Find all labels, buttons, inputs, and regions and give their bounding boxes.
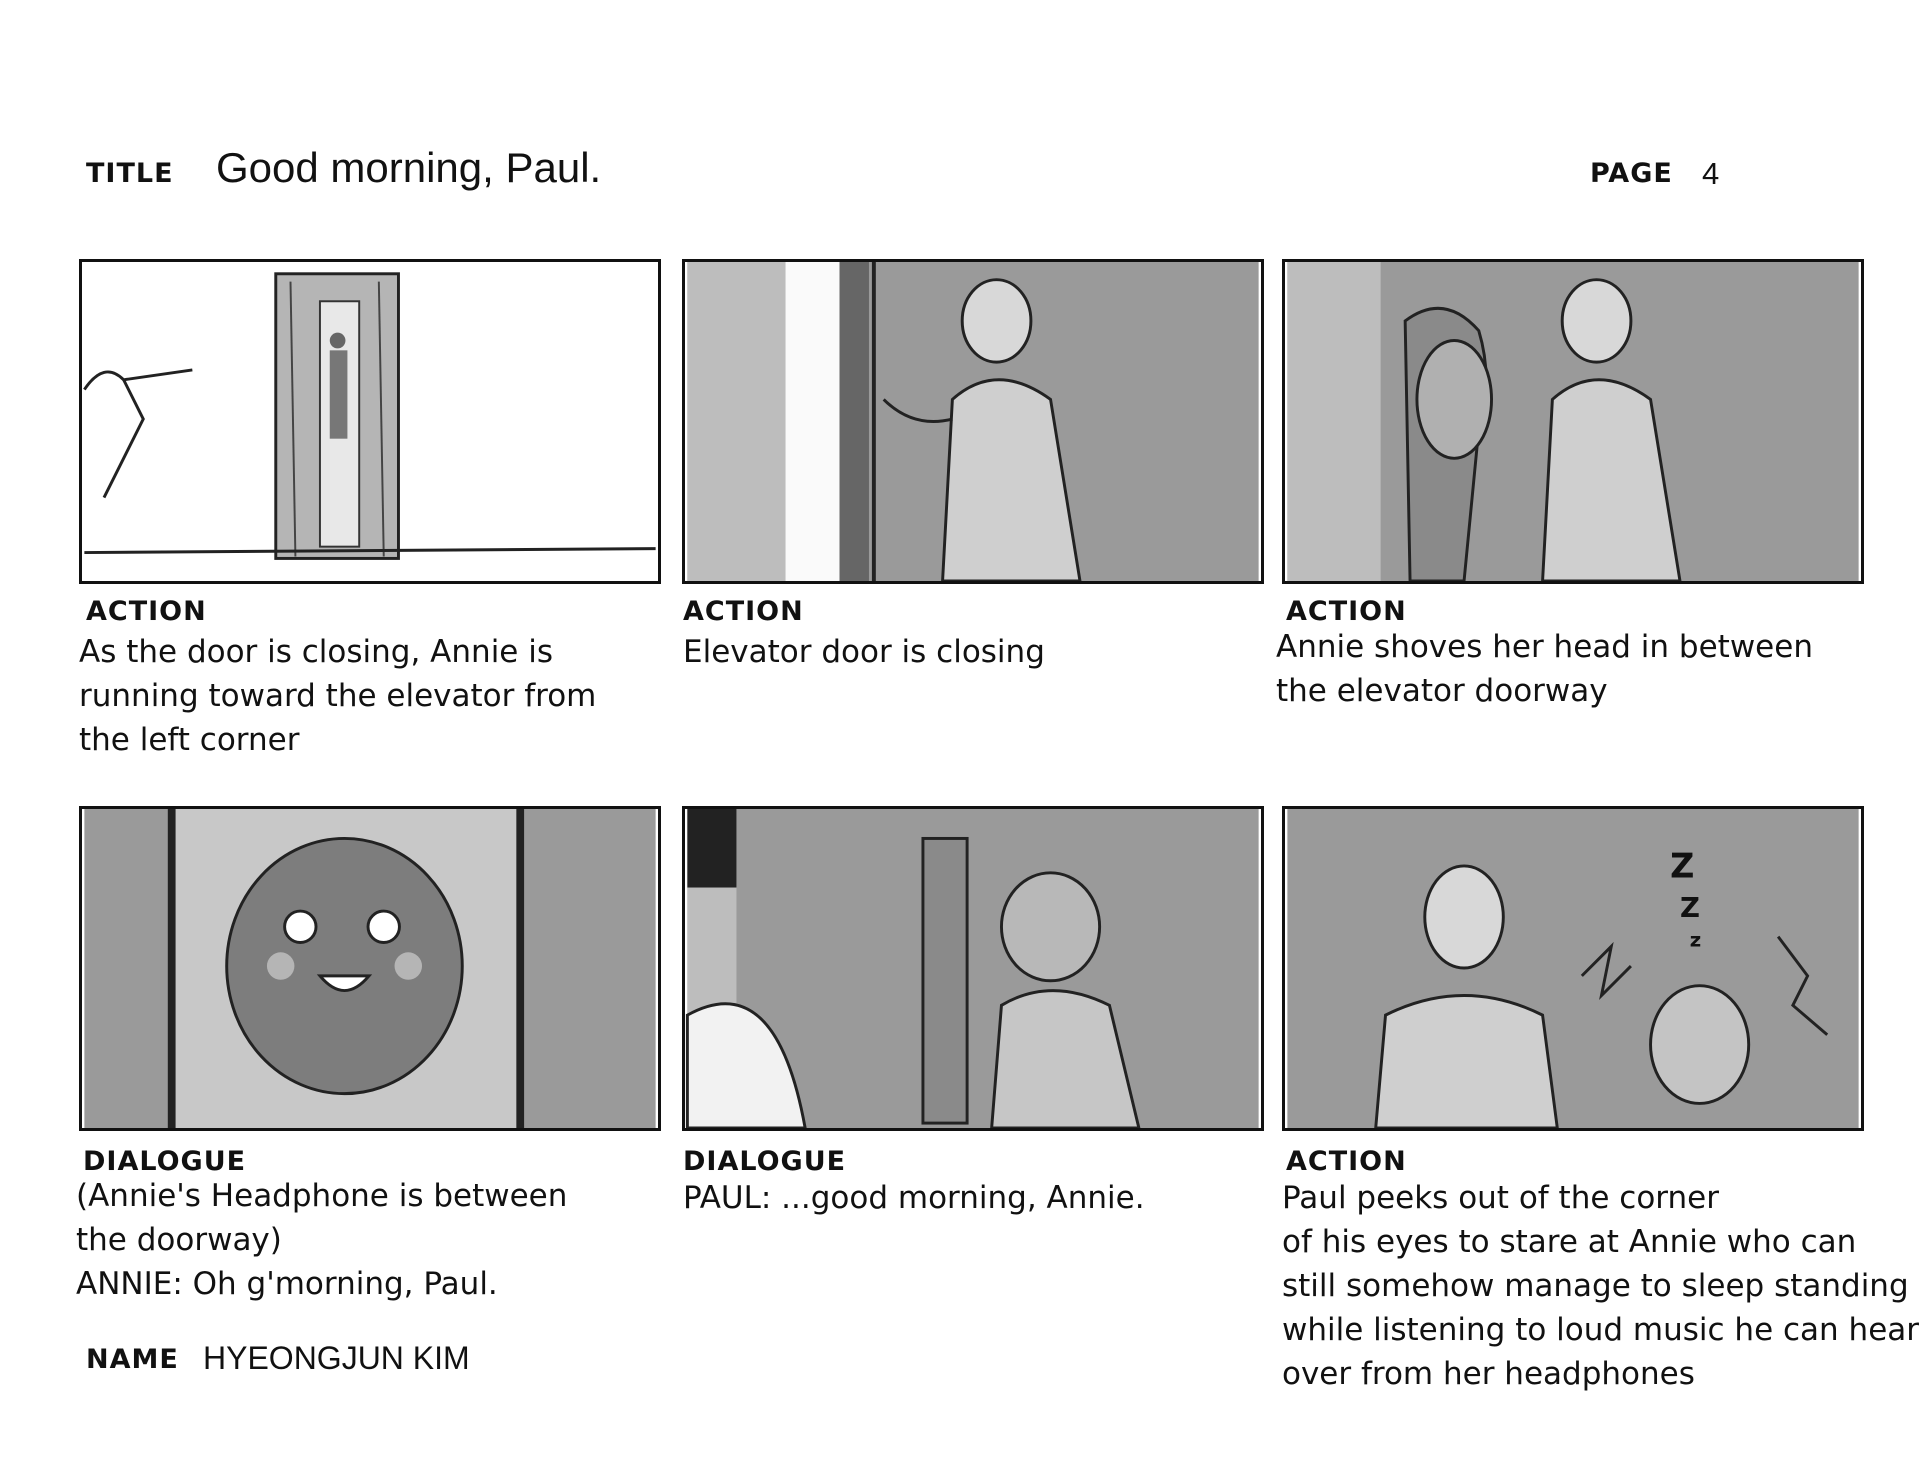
panel-6-caption-type: ACTION <box>1286 1146 1407 1177</box>
panel-5-caption-text <box>683 1176 1283 1220</box>
panel-6-line-3: still somehow manage to sleep standing <box>1282 1268 1909 1304</box>
panel-1-line-3: the left corner <box>79 722 300 758</box>
panel-4-line-3: ANNIE: Oh g'morning, Paul. <box>76 1266 498 1302</box>
panel-6-sketch <box>1285 809 1861 1128</box>
panel-4-caption-text <box>76 1174 676 1306</box>
panel-6-caption-text <box>1282 1176 1920 1396</box>
panel-4-line-2: the doorway) <box>76 1222 282 1258</box>
storyboard-panel-4 <box>79 806 661 1131</box>
panel-4-caption-type: DIALOGUE <box>83 1146 247 1177</box>
panel-3-caption-type: ACTION <box>1286 596 1407 627</box>
panel-5-sketch <box>685 809 1261 1128</box>
panel-1-sketch <box>82 262 658 581</box>
panel-3-sketch <box>1285 262 1861 581</box>
panel-2-line-1: Elevator door is closing <box>683 634 1045 670</box>
panel-1-caption-type: ACTION <box>86 596 207 627</box>
name-label: NAME <box>86 1344 179 1375</box>
panel-5-line-1: PAUL: ...good morning, Annie. <box>683 1180 1145 1216</box>
panel-2-caption-text <box>683 630 1283 674</box>
storyboard-panel-5 <box>682 806 1264 1131</box>
author-name: HYEONGJUN KIM <box>203 1340 470 1376</box>
page-label: PAGE <box>1590 158 1673 189</box>
storyboard-panel-6 <box>1282 806 1864 1131</box>
panel-4-line-1: (Annie's Headphone is between <box>76 1178 568 1214</box>
svg-text:Z: Z <box>1679 891 1700 924</box>
panel-4-sketch <box>82 809 658 1128</box>
storyboard-panel-1 <box>79 259 661 584</box>
svg-text:Z: Z <box>1670 846 1695 886</box>
panel-1-caption-text <box>79 630 679 762</box>
storyboard-panel-3 <box>1282 259 1864 584</box>
panel-3-line-2: the elevator doorway <box>1276 673 1608 709</box>
panel-3-line-1: Annie shoves her head in between <box>1276 629 1813 665</box>
panel-6-line-2: of his eyes to stare at Annie who can <box>1282 1224 1857 1260</box>
panel-2-sketch <box>685 262 1261 581</box>
panel-6-line-5: over from her headphones <box>1282 1356 1695 1392</box>
panel-6-line-4: while listening to loud music he can hear <box>1282 1312 1920 1348</box>
panel-5-caption-type: DIALOGUE <box>683 1146 847 1177</box>
page-title: Good morning, Paul. <box>216 144 602 191</box>
panel-1-line-1: As the door is closing, Annie is <box>79 634 553 670</box>
panel-6-line-1: Paul peeks out of the corner <box>1282 1180 1719 1216</box>
page-number: 4 <box>1702 156 1720 191</box>
storyboard-panel-2 <box>682 259 1264 584</box>
panel-2-caption-type: ACTION <box>683 596 804 627</box>
panel-3-caption-text <box>1276 625 1876 713</box>
svg-text:z: z <box>1689 928 1702 952</box>
title-label: TITLE <box>86 158 174 189</box>
panel-1-line-2: running toward the elevator from <box>79 678 597 714</box>
